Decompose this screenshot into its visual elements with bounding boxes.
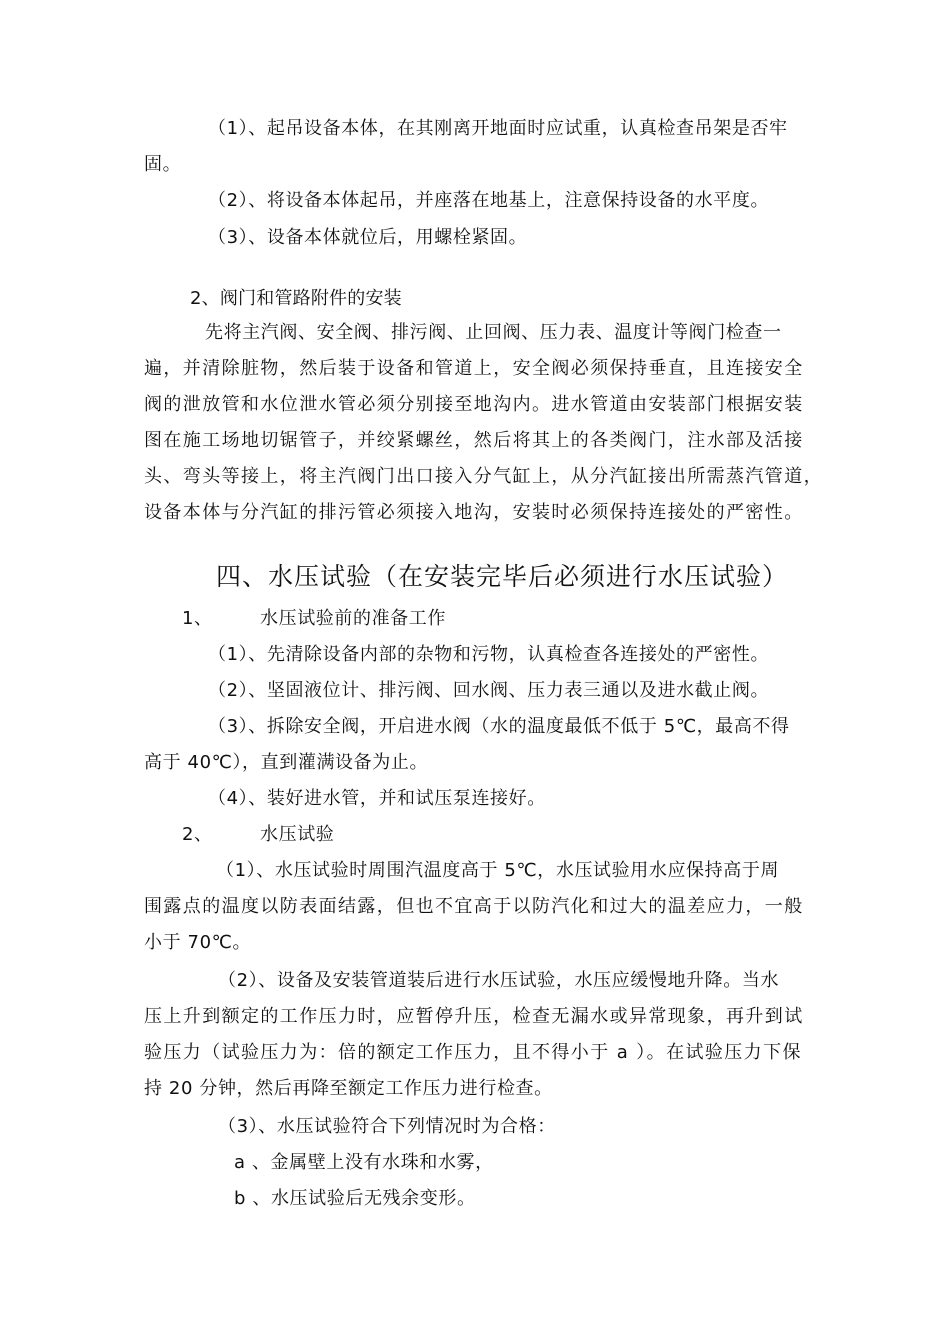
prep-subsection-title [182,606,446,632]
valves-paragraph-line-6: 设备本体与分汽缸的排污管必须接入地沟，安装时必须保持连接处的严密性。 [144,502,804,523]
prep-item-2: （2）、坚固液位计、排污阀、回水阀、压力表三通以及进水截止阀。 [208,680,770,701]
valves-paragraph-line-5: 头、弯头等接上，将主汽阀门出口接入分气缸上，从分汽缸接出所需蒸汽管道， [144,466,823,487]
test-item-1-line-1: （1）、水压试验时周围汽温度高于 5℃，水压试验用水应保持高于周 [216,860,780,881]
step1-item-2: （2）、将设备本体起吊，并座落在地基上，注意保持设备的水平度。 [208,190,770,211]
test-item-2-line-1: （2）、设备及安装管道装后进行水压试验，水压应缓慢地升降。当水 [218,970,780,991]
section-4-heading: 四、水压试验（在安装完毕后必须进行水压试验） [216,562,789,591]
test-item-2-line-3: 验压力（试验压力为：倍的额定工作压力，且不得小于 a ）。在试验压力下保 [144,1042,802,1063]
step1-item-3: （3）、设备本体就位后，用螺栓紧固。 [208,227,528,248]
prep-number: 1、 [182,608,213,629]
step1-item-1-line-2: 固。 [144,154,182,175]
test-item-1-line-2: 围露点的温度以防表面结露，但也不宜高于以防汽化和过大的温差应力，一般 [144,896,804,917]
criteria-b: b 、水压试验后无残余变形。 [234,1188,476,1209]
test-item-1-line-3: 小于 70℃。 [144,932,252,953]
prep-title: 水压试验前的准备工作 [260,608,446,629]
test-number: 2、 [182,824,213,845]
valves-paragraph-line-1: 先将主汽阀、安全阀、排污阀、止回阀、压力表、温度计等阀门检查一 [205,322,782,343]
prep-item-4: （4）、装好进水管，并和试压泵连接好。 [208,788,546,809]
prep-item-1: （1）、先清除设备内部的杂物和污物，认真检查各连接处的严密性。 [208,644,770,665]
test-title: 水压试验 [260,824,335,845]
prep-item-3-line-2: 高于 40℃），直到灌满设备为止。 [144,752,429,773]
step1-item-1-line-1: （1）、起吊设备本体，在其刚离开地面时应试重，认真检查吊架是否牢 [208,118,788,139]
test-item-2-line-2: 压上升到额定的工作压力时，应暂停升压，检查无漏水或异常现象，再升到试 [144,1006,804,1027]
valves-paragraph-line-2: 遍，并清除脏物，然后装于设备和管道上，安全阀必须保持垂直，且连接安全 [144,358,804,379]
test-item-3: （3）、水压试验符合下列情况时为合格： [218,1116,556,1137]
criteria-a: a 、金属壁上没有水珠和水雾， [234,1152,494,1173]
valves-section-title: 2、阀门和管路附件的安装 [190,288,402,309]
test-subsection-title [182,822,334,848]
valves-paragraph-line-4: 图在施工场地切锯管子，并绞紧螺丝，然后将其上的各类阀门，注水部及活接 [144,430,804,451]
test-item-2-line-4: 持 20 分钟，然后再降至额定工作压力进行检查。 [144,1078,553,1099]
prep-item-3-line-1: （3）、拆除安全阀，开启进水阀（水的温度最低不低于 5℃，最高不得 [208,716,790,737]
valves-paragraph-line-3: 阀的泄放管和水位泄水管必须分别接至地沟内。进水管道由安装部门根据安装 [144,394,804,415]
